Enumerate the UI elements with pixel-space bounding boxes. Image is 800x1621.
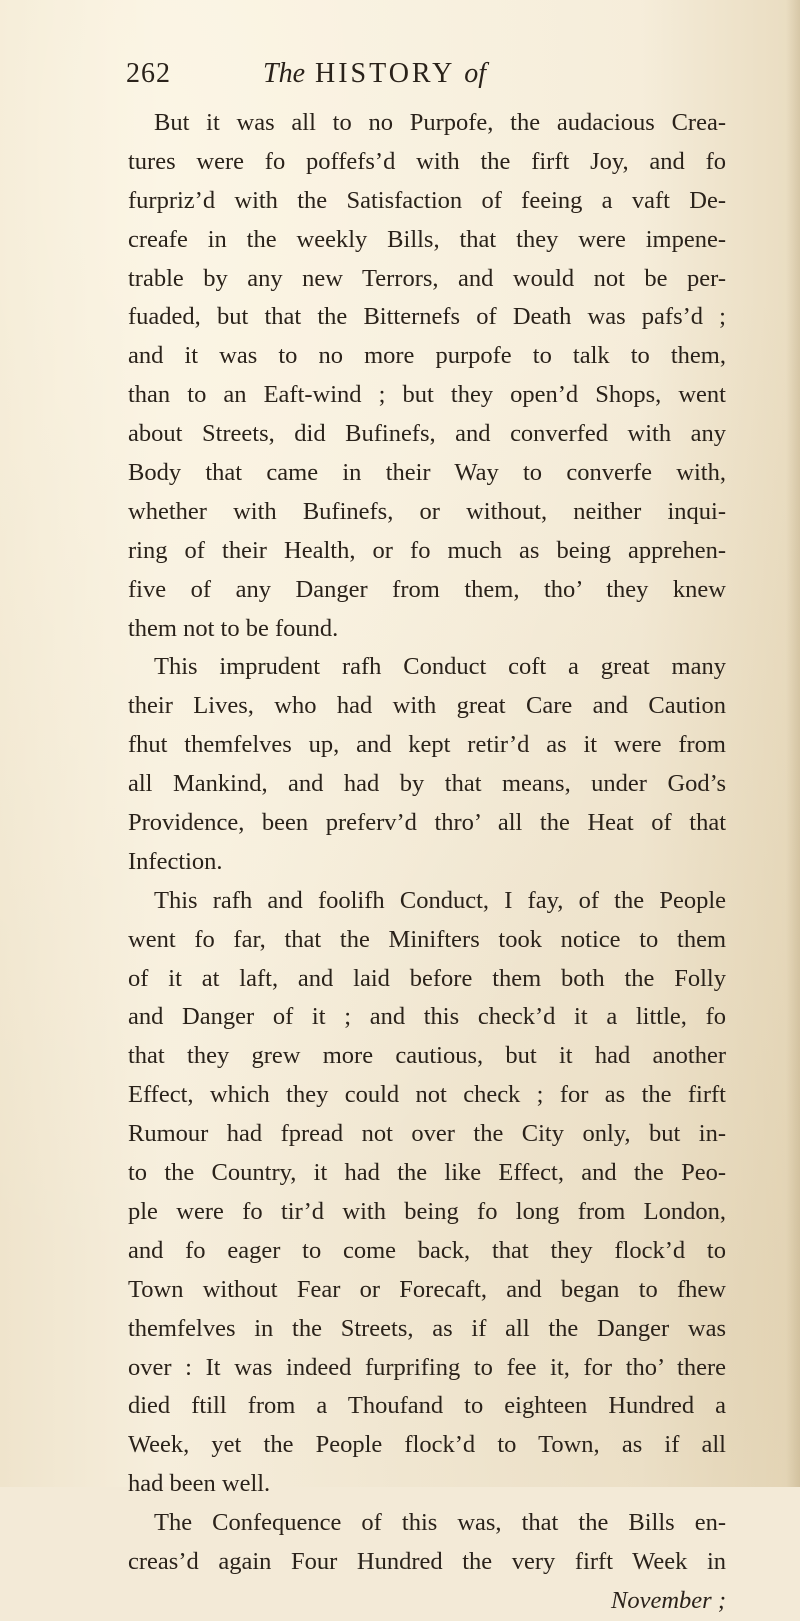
text-line: trable by any new Terrors, and would not be per-	[128, 264, 726, 292]
text-line: that they grew more cautious, but it had another	[128, 1042, 726, 1070]
body-text	[128, 104, 726, 1621]
text-line: ple were fo tir’d with being fo long from London,	[128, 1197, 726, 1225]
text-line: This rafh and foolifh Conduct, I fay, of the People	[154, 886, 726, 914]
text-line: and fo eager to come back, that they flock’d to	[128, 1236, 726, 1264]
text-line: creas’d again Four Hundred the very firft Week in	[128, 1547, 726, 1575]
text-line: creafe in the weekly Bills, that they were impene-	[128, 225, 726, 253]
text-line: ring of their Health, or fo much as being apprehen-	[128, 536, 726, 564]
text-line: than to an Eaft-wind ; but they open’d Shops, went	[128, 381, 726, 409]
text-line: them not to be found.	[128, 614, 339, 642]
page-number: 262	[126, 58, 171, 89]
text-line: Effect, which they could not check ; for as the firft	[128, 1081, 726, 1109]
text-line: their Lives, who had with great Care and Caution	[128, 692, 726, 720]
text-line: furpriz’d with the Satisfaction of feeing a vaft De-	[128, 186, 726, 214]
text-line: fhut themfelves up, and kept retir’d as it were from	[128, 731, 726, 759]
text-line: about Streets, did Bufinefs, and converfed with any	[128, 420, 726, 448]
text-line: Rumour had fpread not over the City only, but in-	[128, 1120, 726, 1148]
text-line: of it at laft, and laid before them both the Folly	[128, 964, 726, 992]
page-edge-shadow	[786, 0, 800, 1487]
running-title-of: of	[464, 58, 487, 89]
text-line: fuaded, but that the Bitternefs of Death was pafs’d ;	[128, 303, 726, 331]
text-line: Body that came in their Way to converfe with,	[128, 459, 726, 487]
running-head	[126, 58, 706, 98]
text-line: died ftill from a Thoufand to eighteen Hundred a	[128, 1392, 726, 1420]
text-line: and Danger of it ; and this check’d it a little, fo	[128, 1003, 726, 1031]
text-line: all Mankind, and had by that means, under God’s	[128, 770, 726, 798]
running-title-history: HISTORY	[315, 58, 455, 89]
text-line: five of any Danger from them, tho’ they knew	[128, 575, 726, 603]
text-line: tures were fo poffefs’d with the firft Joy, and fo	[128, 147, 726, 175]
text-line: The Confequence of this was, that the Bills en-	[154, 1509, 726, 1537]
text-line: This imprudent rafh Conduct coft a great many	[154, 653, 726, 681]
text-line: But it was all to no Purpofe, the audacious Crea-	[154, 109, 726, 136]
text-line: Infection.	[128, 847, 223, 875]
text-line: and it was to no more purpofe to talk to them,	[128, 342, 726, 370]
catchword: November ;	[611, 1586, 726, 1614]
text-line: themfelves in the Streets, as if all the Danger was	[128, 1314, 726, 1342]
text-line: to the Country, it had the like Effect, and the Peo-	[128, 1159, 726, 1187]
running-title	[263, 58, 486, 90]
text-line: Town without Fear or Forecaft, and began to fhew	[128, 1275, 726, 1303]
text-line: had been well.	[128, 1470, 271, 1498]
text-line: Providence, been preferv’d thro’ all the Heat of that	[128, 809, 726, 837]
text-line: whether with Bufinefs, or without, neither inqui-	[128, 497, 726, 525]
running-title-the: The	[263, 58, 305, 89]
text-line: went fo far, that the Minifters took notice to them	[128, 925, 726, 953]
text-line: Week, yet the People flock’d to Town, as if all	[128, 1431, 726, 1459]
text-line: over : It was indeed furprifing to fee it, for tho’ there	[128, 1353, 726, 1381]
